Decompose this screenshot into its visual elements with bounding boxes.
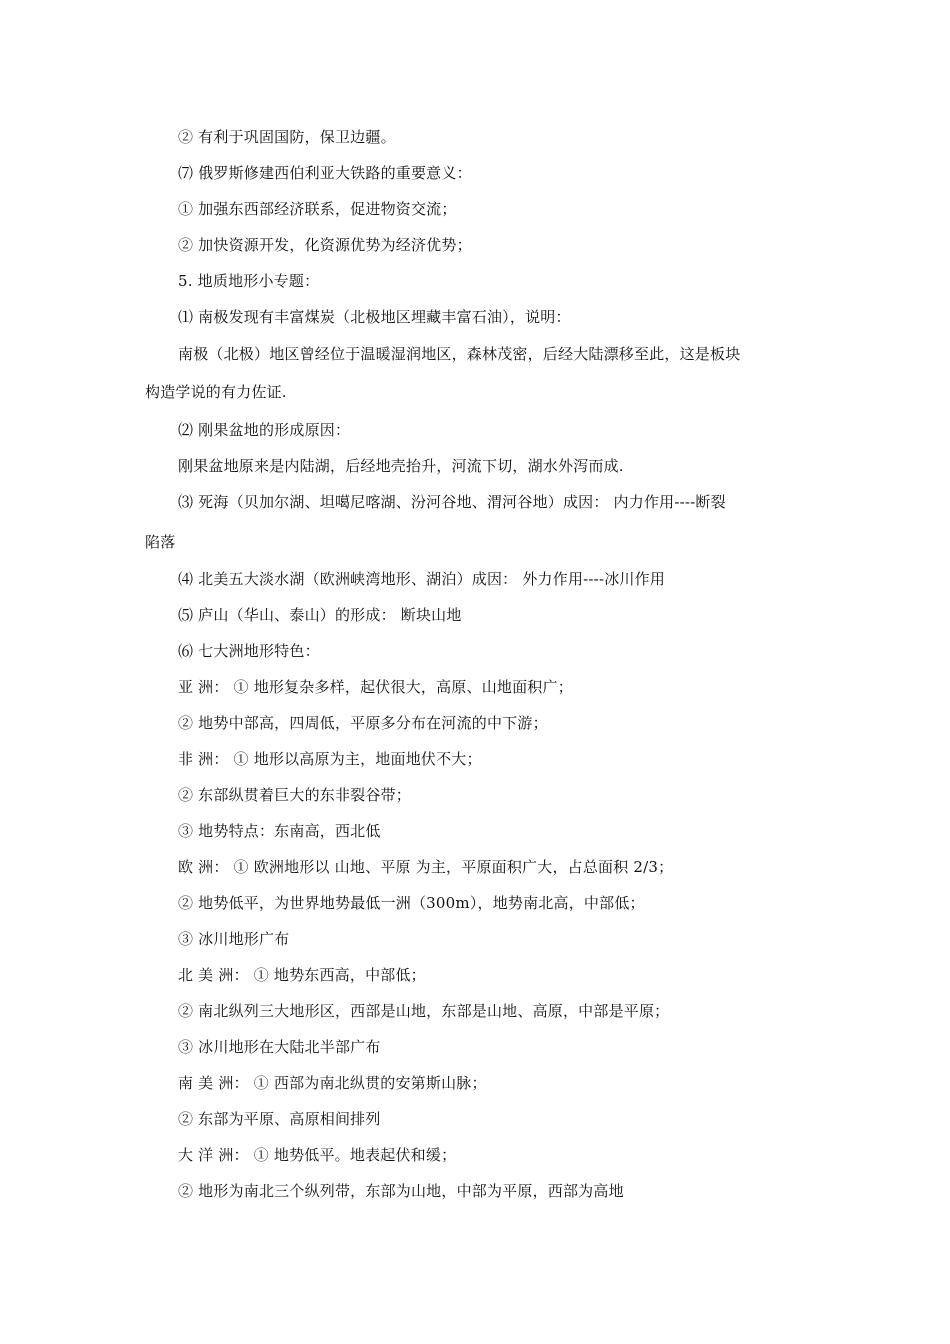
text-line: ① 加强东西部经济联系，促进物资交流； — [178, 200, 457, 218]
text-line: ⑵ 刚果盆地的形成原因： — [178, 421, 351, 439]
paragraph-continuation: 陷落 — [145, 533, 176, 551]
text-line: ③ 地势特点：东南高，西北低 — [178, 822, 381, 840]
text-line: ⑺ 俄罗斯修建西伯利亚大铁路的重要意义： — [178, 164, 472, 182]
text-line: ② 东部纵贯着巨大的东非裂谷带； — [178, 786, 411, 804]
text-line: ② 有利于巩固国防，保卫边疆。 — [178, 128, 396, 146]
text-line: 大 洋 洲： ① 地势低平。地表起伏和缓； — [178, 1146, 457, 1164]
text-line: ② 地势中部高，四周低，平原多分布在河流的中下游； — [178, 714, 548, 732]
paragraph-line: 南极（北极）地区曾经位于温暖湿润地区，森林茂密，后经大陆漂移至此，这是板块 — [178, 345, 741, 363]
text-line: ② 南北纵列三大地形区，西部是山地，东部是山地、高原，中部是平原； — [178, 1002, 670, 1020]
text-line: ② 东部为平原、高原相间排列 — [178, 1110, 381, 1128]
text-line: 南 美 洲： ① 西部为南北纵贯的安第斯山脉； — [178, 1074, 487, 1092]
text-line: ⑹ 七大洲地形特色： — [178, 642, 320, 660]
text-line: 欧 洲： ① 欧洲地形以 山地、平原 为主，平原面积广大，占总面积 2/3； — [178, 858, 674, 876]
text-line: ② 地形为南北三个纵列带，东部为山地，中部为平原，西部为高地 — [178, 1182, 624, 1200]
text-line: ⑷ 北美五大淡水湖（欧洲峡湾地形、湖泊）成因： 外力作用----冰川作用 — [178, 570, 666, 588]
text-line: 北 美 洲： ① 地势东西高，中部低； — [178, 966, 426, 984]
text-line: ⑶ 死海（贝加尔湖、坦噶尼喀湖、汾河谷地、渭河谷地）成因： 内力作用----断裂 — [178, 493, 726, 511]
text-line: ② 加快资源开发，化资源优势为经济优势； — [178, 236, 472, 254]
text-line: ③ 冰川地形广布 — [178, 930, 290, 948]
text-line: ② 地势低平，为世界地势最低一洲（300m），地势南北高，中部低； — [178, 894, 645, 912]
text-line: ⑸ 庐山（华山、泰山）的形成： 断块山地 — [178, 606, 462, 624]
paragraph-line: 刚果盆地原来是内陆湖，后经地壳抬升，河流下切，湖水外泻而成. — [178, 457, 624, 475]
text-line: 亚 洲： ① 地形复杂多样，起伏很大，高原、山地面积广； — [178, 678, 573, 696]
paragraph-continuation: 构造学说的有力佐证. — [145, 383, 287, 401]
text-line: ③ 冰川地形在大陆北半部广布 — [178, 1038, 381, 1056]
section-heading: 5. 地质地形小专题： — [178, 272, 320, 290]
text-line: 非 洲： ① 地形以高原为主，地面地伏不大； — [178, 750, 482, 768]
text-line: ⑴ 南极发现有丰富煤炭（北极地区埋藏丰富石油），说明： — [178, 308, 571, 326]
